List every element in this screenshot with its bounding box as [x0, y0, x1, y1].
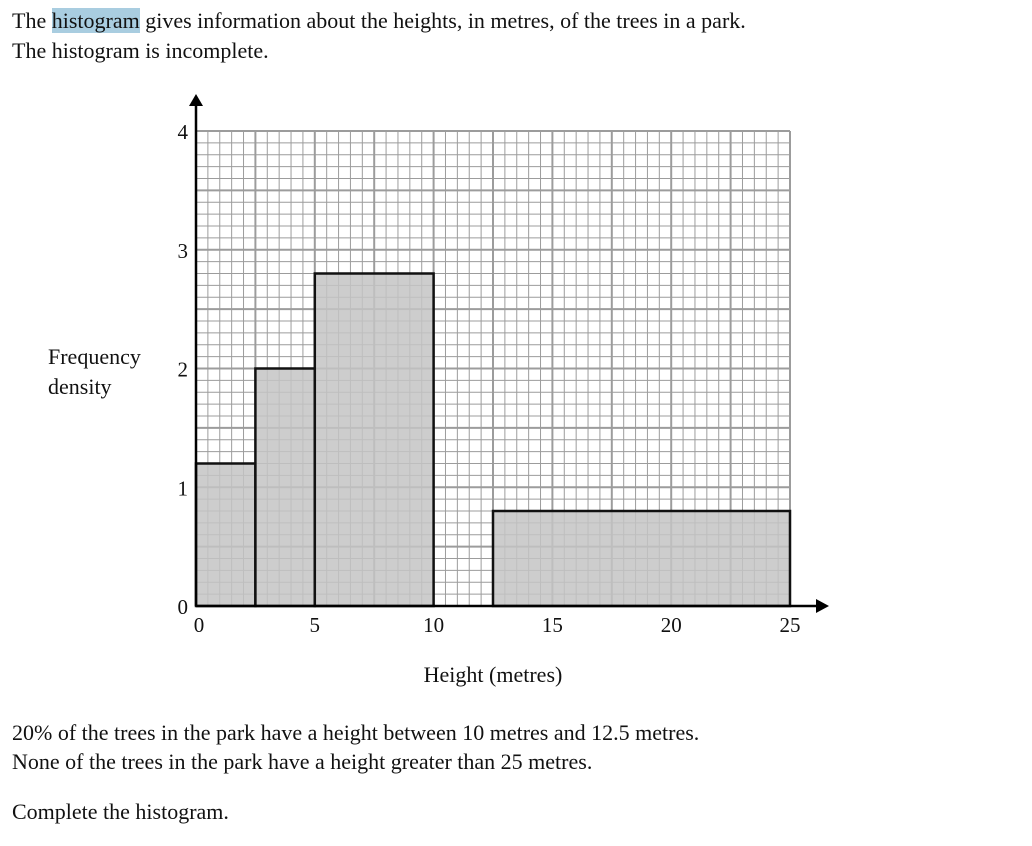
- highlighted-word[interactable]: histogram: [51, 8, 140, 33]
- y-tick-label: 3: [177, 238, 188, 263]
- y-tick-label: 0: [177, 595, 188, 619]
- intro-line-2: The histogram is incomplete.: [12, 38, 269, 63]
- histogram-bar-2: [255, 369, 314, 607]
- question-line-3: Complete the histogram.: [12, 799, 229, 824]
- y-tick-label: 4: [177, 120, 188, 144]
- y-tick-label: 2: [177, 357, 188, 382]
- x-tick-label: 20: [660, 613, 682, 637]
- x-tick-label: 0: [193, 613, 205, 637]
- y-axis-label-line-1: Frequency: [48, 344, 141, 369]
- intro-text-start: The: [12, 8, 52, 33]
- x-tick-label: 15: [541, 613, 563, 637]
- intro-text-end: gives information about the heights, in metres, of the trees in a park.: [139, 8, 746, 33]
- x-tick-label: 10: [423, 613, 445, 637]
- question-line-2: None of the trees in the park have a height greater than 25 metres.: [12, 749, 593, 774]
- y-tick-label: 1: [177, 476, 188, 501]
- x-tick-label: 5: [309, 613, 321, 637]
- x-axis-label: Height (metres): [423, 662, 563, 687]
- histogram-bar-4: [493, 511, 790, 606]
- histogram-bar-3: [315, 274, 434, 607]
- y-axis-label-line-2: density: [48, 374, 112, 399]
- x-tick-label: 25: [779, 613, 801, 637]
- y-axis-arrow-icon: [189, 94, 203, 106]
- x-axis-arrow-icon: [816, 599, 829, 613]
- question-line-1: 20% of the trees in the park have a height between 10 metres and 12.5 metres.: [12, 720, 700, 745]
- histogram-bar-1: [196, 464, 255, 607]
